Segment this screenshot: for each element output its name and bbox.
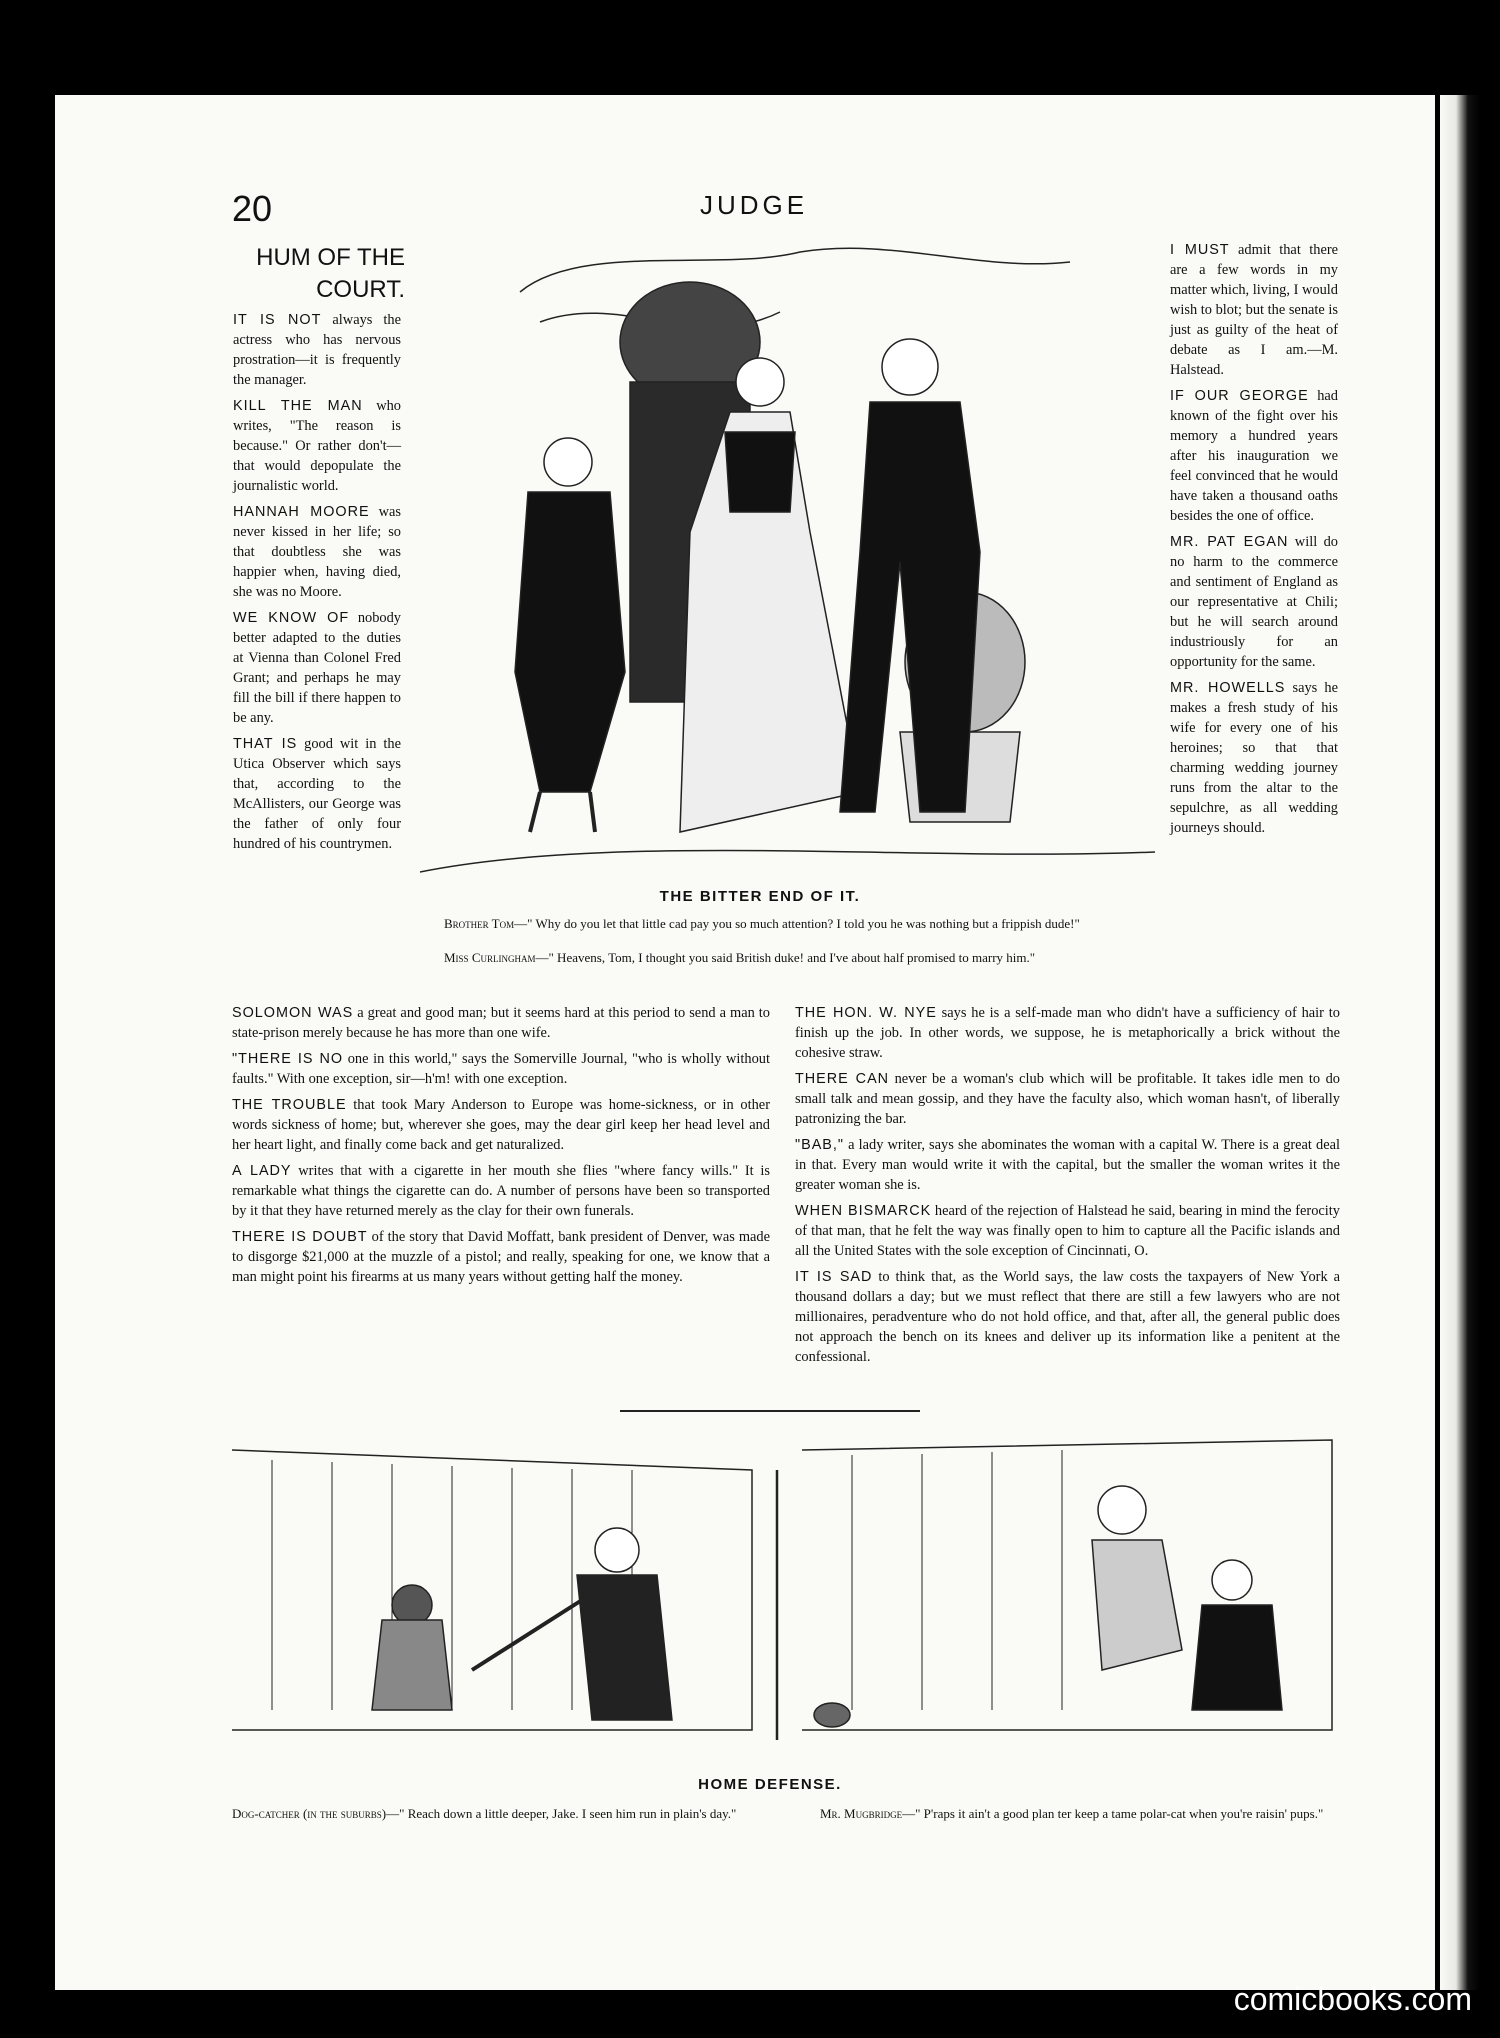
illustration-home-defense <box>232 1430 1340 1760</box>
paragraph-lead: THAT IS <box>233 736 298 752</box>
paragraph-lead: KILL THE MAN <box>233 398 363 414</box>
illustration-bitter-end <box>420 232 1155 882</box>
cartoon-caption-right <box>820 1806 1340 1822</box>
paragraph-lead: HANNAH MOORE <box>233 504 370 520</box>
cartoon-caption-left <box>232 1806 752 1822</box>
paragraph <box>795 1135 1340 1195</box>
caption-text: —" Reach down a little deeper, Jake. I seen him run in plain's day." <box>386 1806 737 1821</box>
bottom-left-column <box>232 1003 770 1293</box>
column-heading: HUM OF THE COURT. <box>256 244 405 303</box>
paragraph-text: says he is a self-made man who didn't have a sufficiency of hair to finish up the job. In other words, we suppose, he is metaphorically a brick without the cohesive straw. <box>795 1005 1340 1061</box>
masthead: JUDGE <box>700 190 809 220</box>
caption-speaker: Dog-catcher (in the suburbs) <box>232 1806 387 1821</box>
paragraph-lead: THE TROUBLE <box>232 1097 347 1113</box>
paragraph-text: to think that, as the World says, the law costs the taxpayers of New York a thousand dollars a day; but we must reflect that there are still a few lawyers who are not millionaires, peradventure who do not hold office, and that, after all, the general public does not approach the bench on its knees and deliver up its information like a penitent at the confessional. <box>795 1269 1340 1365</box>
paragraph <box>233 608 401 728</box>
paragraph <box>233 396 401 496</box>
site-watermark: comicbooks.com <box>1233 1981 1472 2017</box>
paragraph <box>233 734 401 854</box>
caption-text: —" P'raps it ain't a good plan ter keep a tame polar-cat when you're raisin' pups." <box>902 1806 1324 1821</box>
paragraph <box>795 1201 1340 1261</box>
paragraph <box>232 1003 770 1043</box>
paragraph-lead: WHEN BISMARCK <box>795 1203 932 1219</box>
paragraph-lead: "BAB," <box>795 1137 845 1153</box>
caption-text: —" Heavens, Tom, I thought you said British duke! and I've about half promised to marry him." <box>535 950 1036 965</box>
right-column <box>1170 240 1338 844</box>
paragraph-text: says he makes a fresh study of his wife for every one of his heroines; so that that charming wedding journey runs from the altar to the sepulchre, as all wedding journeys should. <box>1170 680 1338 836</box>
paragraph-text: writes that with a cigarette in her mouth she flies "where fancy wills." It is remarkable what things the cigarette can do. A number of persons have been so transported by it that they have returned merely as the clay for their own funerals. <box>232 1163 770 1219</box>
paragraph-text: will do no harm to the commerce and sentiment of England as our representative at Chili; but he will search around industriously for an opportunity for the same. <box>1170 534 1338 670</box>
paragraph-text: who writes, "The reason is because." Or rather don't—that would depopulate the journalistic world. <box>233 398 401 494</box>
paragraph-text: one in this world," says the Somerville Journal, "who is wholly without faults." With one exception, sir—h'm! with one exception. <box>232 1051 770 1087</box>
paragraph-lead: IT IS NOT <box>233 312 322 328</box>
paragraph-text: heard of the rejection of Halstead he said, bearing in mind the ferocity of that man, that he felt the way was finally open to him to capture all the Pacific islands and all the United States with the sole exception of Cincinnati, O. <box>795 1203 1340 1259</box>
illustration-title: THE BITTER END OF IT. <box>659 888 861 905</box>
paragraph-text: that took Mary Anderson to Europe was home-sickness, or in other words sickness of home; but, wherever she goes, may the dear girl keep her head level and her heart light, and finally come back and get naturalized. <box>232 1097 770 1153</box>
paragraph <box>1170 532 1338 672</box>
paragraph-lead: MR. HOWELLS <box>1170 680 1286 696</box>
paragraph-text: a great and good man; but it seems hard at this period to send a man to state-prison merely because he has more than one wife. <box>232 1005 770 1041</box>
paragraph <box>232 1161 770 1221</box>
caption-speaker: Brother Tom <box>444 916 515 931</box>
paragraph-lead: WE KNOW OF <box>233 610 350 626</box>
caption-speaker: Miss Curlingham <box>444 950 536 965</box>
cartoon-title: HOME DEFENSE. <box>698 1776 842 1793</box>
caption-speaker: Mr. Mugbridge <box>820 1806 903 1821</box>
paragraph-text: was never kissed in her life; so that doubtless she was happier when, having died, she was no Moore. <box>233 504 401 600</box>
paragraph <box>233 502 401 602</box>
section-divider <box>620 1410 920 1412</box>
page-number: 20 <box>232 188 273 229</box>
paragraph-text: of the story that David Moffatt, bank president of Denver, was made to disgorge $21,000 at the muzzle of a pistol; and really, speaking for one, we know that a man might point his firearms at us many years without getting half the money. <box>232 1229 770 1285</box>
paragraph-text: had known of the fight over his memory a hundred years after his inauguration we feel convinced that he would have taken a thousand oaths besides the one of office. <box>1170 388 1338 524</box>
paragraph <box>795 1003 1340 1063</box>
paragraph-lead: IT IS SAD <box>795 1269 873 1285</box>
paragraph-lead: MR. PAT EGAN <box>1170 534 1289 550</box>
bottom-right-column <box>795 1003 1340 1373</box>
illustration-caption-2 <box>444 950 1134 966</box>
paragraph <box>795 1069 1340 1129</box>
caption-text: —" Why do you let that little cad pay you so much attention? I told you he was nothing but a frippish dude!" <box>514 916 1080 931</box>
paragraph-lead: A LADY <box>232 1163 292 1179</box>
paragraph-lead: THE HON. W. NYE <box>795 1005 937 1021</box>
paragraph <box>232 1227 770 1287</box>
paragraph-text: good wit in the Utica Observer which says that, according to the McAllisters, our George was the father of only four hundred of his countrymen. <box>233 736 401 852</box>
paragraph-lead: THERE CAN <box>795 1071 890 1087</box>
paragraph <box>233 310 401 390</box>
paragraph-lead: IF OUR GEORGE <box>1170 388 1309 404</box>
paragraph <box>1170 386 1338 526</box>
paragraph <box>232 1095 770 1155</box>
paragraph-lead: I MUST <box>1170 242 1230 258</box>
paragraph-text: always the actress who has nervous prostration—it is frequently the manager. <box>233 312 401 388</box>
paragraph <box>232 1049 770 1089</box>
paragraph <box>1170 240 1338 380</box>
paragraph-text: nobody better adapted to the duties at Vienna than Colonel Fred Grant; and perhaps he may fill the bill if there happen to be any. <box>233 610 401 726</box>
paragraph-lead: "THERE IS NO <box>232 1051 344 1067</box>
left-column <box>233 310 401 860</box>
paragraph-text: never be a woman's club which will be profitable. It takes idle men to do small talk and mean gossip, and they have the faculty also, which woman hasn't, of liberally patronizing the bar. <box>795 1071 1341 1127</box>
paragraph-text: a lady writer, says she abominates the woman with a capital W. There is a great deal in that. Every man would write it with the capital, but the smaller the woman writes it the greater woman she is. <box>795 1137 1340 1193</box>
paragraph-lead: THERE IS DOUBT <box>232 1229 368 1245</box>
paragraph-text: admit that there are a few words in my matter which, living, I would wish to blot; but the senate is just as guilty of the heat of debate as I am.—M. Halstead. <box>1170 242 1339 378</box>
illustration-caption-1 <box>444 916 1134 932</box>
paragraph <box>1170 678 1338 838</box>
paragraph <box>795 1267 1340 1367</box>
page-edge-shadow <box>1440 95 1480 1990</box>
paragraph-lead: SOLOMON WAS <box>232 1005 354 1021</box>
